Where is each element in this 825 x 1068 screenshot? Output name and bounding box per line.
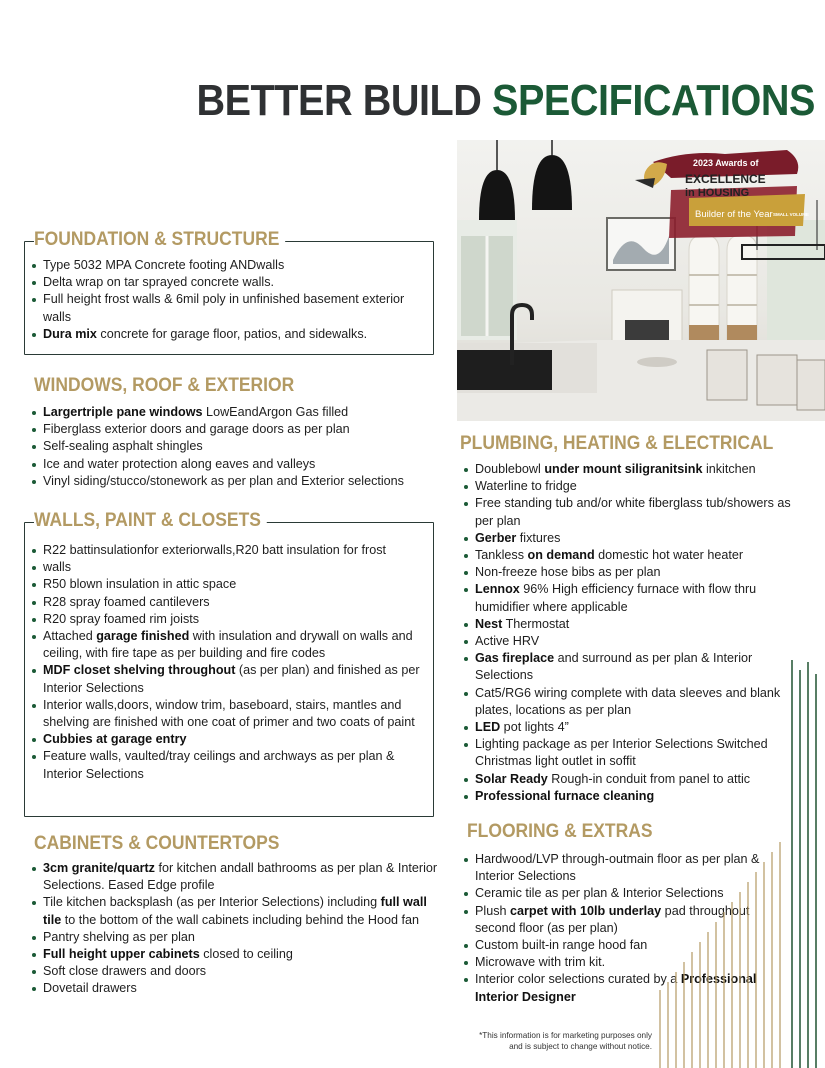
cabinets-heading: CABINETS & COUNTERTOPS bbox=[34, 833, 285, 855]
list-item bbox=[31, 274, 429, 291]
list-item-text: to the bottom of the wall cabinets including behind the Hood fan bbox=[61, 912, 419, 927]
list-item bbox=[31, 421, 441, 438]
disclaimer bbox=[440, 1030, 652, 1052]
list-item-text: Hardwood/LVP through-outmain floor as per plan & Interior Selections bbox=[475, 852, 760, 884]
kitchen-illustration bbox=[457, 140, 825, 421]
list-item-text: R20 spray foamed rim joists bbox=[43, 611, 200, 626]
list-item-text: Attached bbox=[43, 629, 97, 644]
list-item-text: Microwave with trim kit. bbox=[475, 955, 606, 970]
list-item bbox=[463, 564, 793, 581]
list-item bbox=[31, 731, 429, 748]
list-item-text: closed to ceiling bbox=[199, 947, 293, 962]
award-line-4: Builder of the Year bbox=[695, 209, 773, 220]
list-item bbox=[463, 581, 793, 615]
list-item-bold-text: full wall tile bbox=[43, 895, 427, 927]
list-item-text: Interior color selections curated by a bbox=[475, 972, 681, 987]
list-item-bold-text: on demand bbox=[527, 548, 595, 563]
list-item-text: fixtures bbox=[516, 530, 561, 545]
list-item-text: Custom built-in range hood fan bbox=[475, 938, 648, 953]
list-item-bold-text: Gerber bbox=[475, 530, 517, 545]
list-item-bold-text: Solar Ready bbox=[475, 771, 548, 786]
list-item-text: Active HRV bbox=[475, 634, 540, 649]
disclaimer-line-2: and is subject to change without notice. bbox=[509, 1042, 652, 1051]
disclaimer-line-1: *This information is for marketing purposes only bbox=[479, 1031, 652, 1040]
kitchen-photo bbox=[457, 140, 825, 421]
list-item bbox=[463, 616, 793, 633]
list-item-text: domestic hot water heater bbox=[594, 548, 744, 563]
list-item bbox=[463, 495, 793, 529]
list-item-text: pad throughout second floor (as per plan) bbox=[475, 903, 750, 935]
list-item bbox=[31, 542, 429, 559]
list-item bbox=[31, 404, 441, 421]
list-item-text: for kitchen andall bathrooms as per plan & Interior Selections. Eased Edge profile bbox=[43, 861, 438, 893]
list-item-text: Tile kitchen backsplash (as per Interior Selections) including bbox=[43, 895, 381, 910]
list-item-bold-text: Professional Interior Designer bbox=[475, 972, 757, 1004]
list-item-bold-text: Dura mix bbox=[43, 326, 97, 341]
list-item bbox=[31, 980, 441, 997]
list-item-bold-text: Lennox bbox=[475, 582, 520, 597]
list-item-bold-text: garage finished bbox=[96, 629, 190, 644]
list-item-text: R50 blown insulation in attic space bbox=[43, 577, 237, 592]
list-item-text: Interior walls,doors, window trim, baseboard, stairs, mantles and shelving are finished with one coat of primer and two coats of paint bbox=[43, 697, 415, 730]
list-item-text: Rough-in conduit from panel to attic bbox=[547, 771, 751, 786]
flooring-heading: FLOORING & EXTRAS bbox=[467, 821, 658, 843]
list-item-text: Fiberglass exterior doors and garage doors as per plan bbox=[43, 422, 350, 437]
title-part-2: SPECIFICATIONS bbox=[491, 76, 815, 125]
walls-heading: WALLS, PAINT & CLOSETS bbox=[34, 510, 266, 532]
list-item bbox=[31, 559, 429, 576]
list-item-text: Ceramic tile as per plan & Interior Selections bbox=[475, 886, 724, 901]
list-item bbox=[31, 257, 429, 274]
list-item-text: Dovetail drawers bbox=[43, 981, 137, 996]
list-item-text: inkitchen bbox=[702, 462, 756, 476]
list-item-text: Self-sealing asphalt shingles bbox=[43, 439, 203, 454]
list-item bbox=[31, 929, 441, 946]
list-item-text: and surround as per plan & Interior Selections bbox=[475, 651, 753, 683]
list-item-text: Thermostat bbox=[502, 616, 570, 631]
list-item-text: Cat5/RG6 wiring complete with data sleeves and blank plates, locations as per plan bbox=[475, 685, 781, 717]
walls-list bbox=[31, 542, 429, 783]
list-item bbox=[31, 291, 429, 325]
cabinets-list bbox=[31, 860, 441, 998]
list-item bbox=[463, 478, 793, 495]
list-item bbox=[31, 438, 441, 455]
list-item-bold-text: Full height upper cabinets bbox=[43, 947, 200, 962]
list-item bbox=[31, 697, 429, 731]
list-item-text: LowEandArgon Gas filled bbox=[202, 405, 349, 419]
list-item bbox=[463, 530, 793, 547]
list-item-text: Vinyl siding/stucco/stonework as per plan and Exterior selections bbox=[43, 473, 404, 488]
list-item-bold-text: carpet with 10lb underlay bbox=[510, 903, 662, 918]
list-item bbox=[463, 547, 793, 564]
list-item-bold-text: 3cm granite/quartz bbox=[43, 861, 155, 875]
list-item-text: Free standing tub and/or white fiberglass tub/showers as per plan bbox=[475, 496, 791, 528]
windows-list bbox=[31, 404, 441, 490]
award-line-1: 2023 Awards of bbox=[693, 158, 759, 168]
list-item-text: Type 5032 MPA Concrete footing ANDwalls bbox=[43, 258, 285, 272]
list-item-text: Waterline to fridge bbox=[475, 479, 577, 494]
list-item-bold-text: MDF closet shelving throughout bbox=[43, 663, 236, 678]
list-item-text: R28 spray foamed cantilevers bbox=[43, 594, 210, 609]
list-item bbox=[31, 748, 429, 782]
list-item bbox=[463, 461, 793, 478]
list-item-text: Pantry shelving as per plan bbox=[43, 929, 195, 944]
title-part-1: BETTER BUILD bbox=[196, 76, 482, 125]
list-item-text: with insulation and drywall on walls and ceiling, with fire tape as per building and fire codes bbox=[43, 629, 413, 661]
list-item-bold-text: Nest bbox=[475, 616, 503, 631]
list-item bbox=[31, 611, 429, 628]
list-item-bold-text: Largertriple pane windows bbox=[43, 405, 203, 419]
list-item-text: concrete for garage floor, patios, and sidewalks. bbox=[96, 326, 368, 341]
list-item-text: walls bbox=[43, 560, 71, 575]
list-item-bold-text: Gas fireplace bbox=[475, 651, 555, 666]
list-item-text: Delta wrap on tar sprayed concrete walls. bbox=[43, 275, 274, 290]
list-item-bold-text: LED bbox=[475, 720, 501, 735]
list-item bbox=[31, 456, 441, 473]
list-item bbox=[31, 860, 441, 894]
list-item bbox=[31, 326, 429, 343]
list-item-text: Tankless bbox=[475, 548, 528, 563]
list-item-bold-text: Professional furnace cleaning bbox=[475, 788, 655, 803]
list-item-text: Soft close drawers and doors bbox=[43, 964, 207, 979]
plumbing-heading: PLUMBING, HEATING & ELECTRICAL bbox=[460, 433, 779, 455]
award-line-3: in HOUSING bbox=[685, 187, 750, 199]
list-item-text: Non-freeze hose bibs as per plan bbox=[475, 565, 661, 580]
list-item bbox=[31, 594, 429, 611]
list-item bbox=[31, 963, 441, 980]
list-item-text: Full height frost walls & 6mil poly in unfinished basement exterior walls bbox=[43, 292, 405, 324]
page-title bbox=[82, 76, 816, 126]
list-item bbox=[463, 633, 793, 650]
list-item bbox=[31, 628, 429, 662]
list-item-text: Plush bbox=[475, 903, 511, 918]
list-item-text: pot lights 4” bbox=[500, 720, 569, 735]
windows-heading: WINDOWS, ROOF & EXTERIOR bbox=[34, 375, 300, 397]
list-item bbox=[31, 946, 441, 963]
list-item-bold-text: Cubbies at garage entry bbox=[43, 732, 187, 747]
list-item-text: Ice and water protection along eaves and valleys bbox=[43, 456, 316, 471]
list-item-bold-text: under mount siligranitsink bbox=[544, 462, 703, 476]
list-item-text: 96% High efficiency furnace with flow thru humidifier where applicable bbox=[475, 582, 757, 614]
list-item-text: (as per plan) and finished as per Interior Selections bbox=[43, 663, 420, 695]
list-item bbox=[31, 662, 429, 696]
decorative-lines bbox=[650, 660, 825, 1068]
award-line-2: EXCELLENCE bbox=[685, 172, 766, 186]
award-line-5: SMALL VOLUME bbox=[773, 212, 809, 217]
list-item bbox=[31, 576, 429, 593]
list-item bbox=[31, 894, 441, 928]
foundation-list bbox=[31, 257, 429, 343]
list-item-text: Doublebowl bbox=[475, 462, 545, 476]
list-item-text: Lighting package as per Interior Selections Switched Christmas light outlet in soffit bbox=[475, 737, 768, 769]
list-item bbox=[31, 473, 441, 490]
list-item-text: Feature walls, vaulted/tray ceilings and archways as per plan & Interior Selections bbox=[43, 749, 395, 781]
foundation-heading: FOUNDATION & STRUCTURE bbox=[34, 229, 285, 251]
list-item-text: R22 battinsulationfor exteriorwalls,R20 batt insulation for frost bbox=[43, 543, 387, 557]
